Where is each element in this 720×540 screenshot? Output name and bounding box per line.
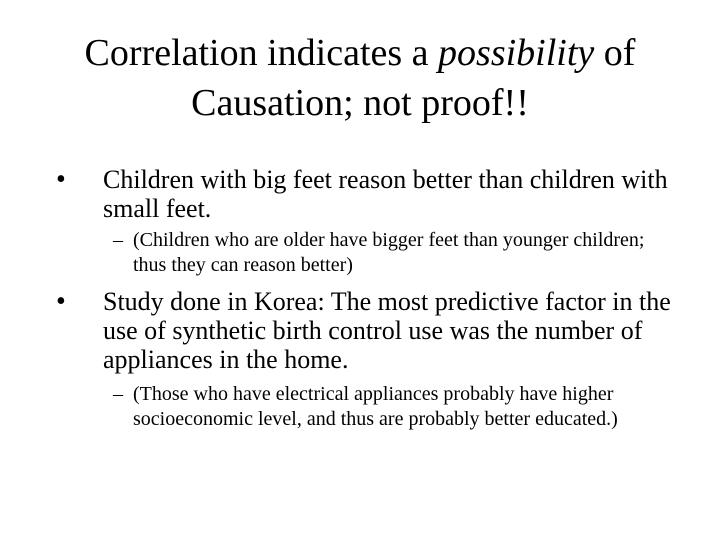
title-text-end: of xyxy=(594,32,636,74)
bullet-text: Study done in Korea: The most predictive factor in the use of synthetic birth control use was the number of appliances in the home. xyxy=(103,287,671,374)
bullet-text: Children with big feet reason better than children with small feet. xyxy=(103,165,668,223)
title-text-start: Correlation indicates a xyxy=(84,32,439,74)
sub-bullet-marker: – xyxy=(113,229,123,251)
title-emphasis: possibility xyxy=(438,32,595,74)
sub-bullet-marker: – xyxy=(113,383,123,405)
title-line-2: Causation; not proof!! xyxy=(191,82,529,124)
sub-bullet-text: (Those who have electrical appliances probably have higher socioeconomic level, and thus are probably better educated.) xyxy=(133,383,618,430)
bullet-marker: • xyxy=(56,164,66,195)
slide-title xyxy=(36,28,684,128)
bullet-marker: • xyxy=(56,286,66,317)
sub-bullet-text: (Children who are older have bigger feet than younger children; thus they can reason better) xyxy=(133,229,645,276)
